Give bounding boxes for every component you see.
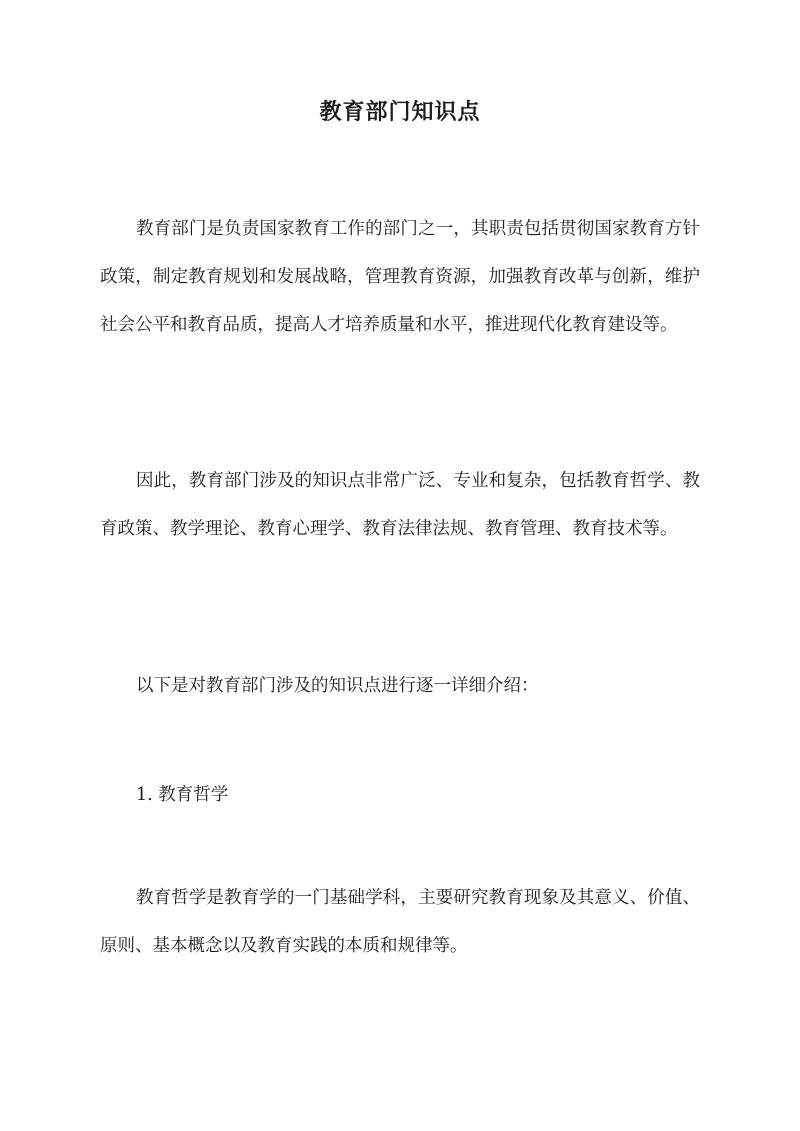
paragraph-scope: 因此，教育部门涉及的知识点非常广泛、专业和复杂，包括教育哲学、教育政策、教学理论、教育心理学、教育法律法规、教育管理、教育技术等。 (100, 471, 700, 539)
paragraph-intro: 教育部门是负责国家教育工作的部门之一，其职责包括贯彻国家教育方针政策，制定教育规划和发展战略，管理教育资源，加强教育改革与创新，维护社会公平和教育品质，提高人才培养质量和水平，推进现代化教育建设等。 (100, 219, 700, 335)
paragraph-education-philosophy: 教育哲学是教育学的一门基础学科，主要研究教育现象及其意义、价值、原则、基本概念以及教育实践的本质和规律等。 (100, 888, 700, 956)
document-title: 教育部门知识点 (319, 99, 481, 125)
paragraph-lead-in: 以下是对教育部门涉及的知识点进行逐一详细介绍： (136, 676, 539, 696)
section-heading-education-philosophy: 1. 教育哲学 (136, 785, 229, 805)
